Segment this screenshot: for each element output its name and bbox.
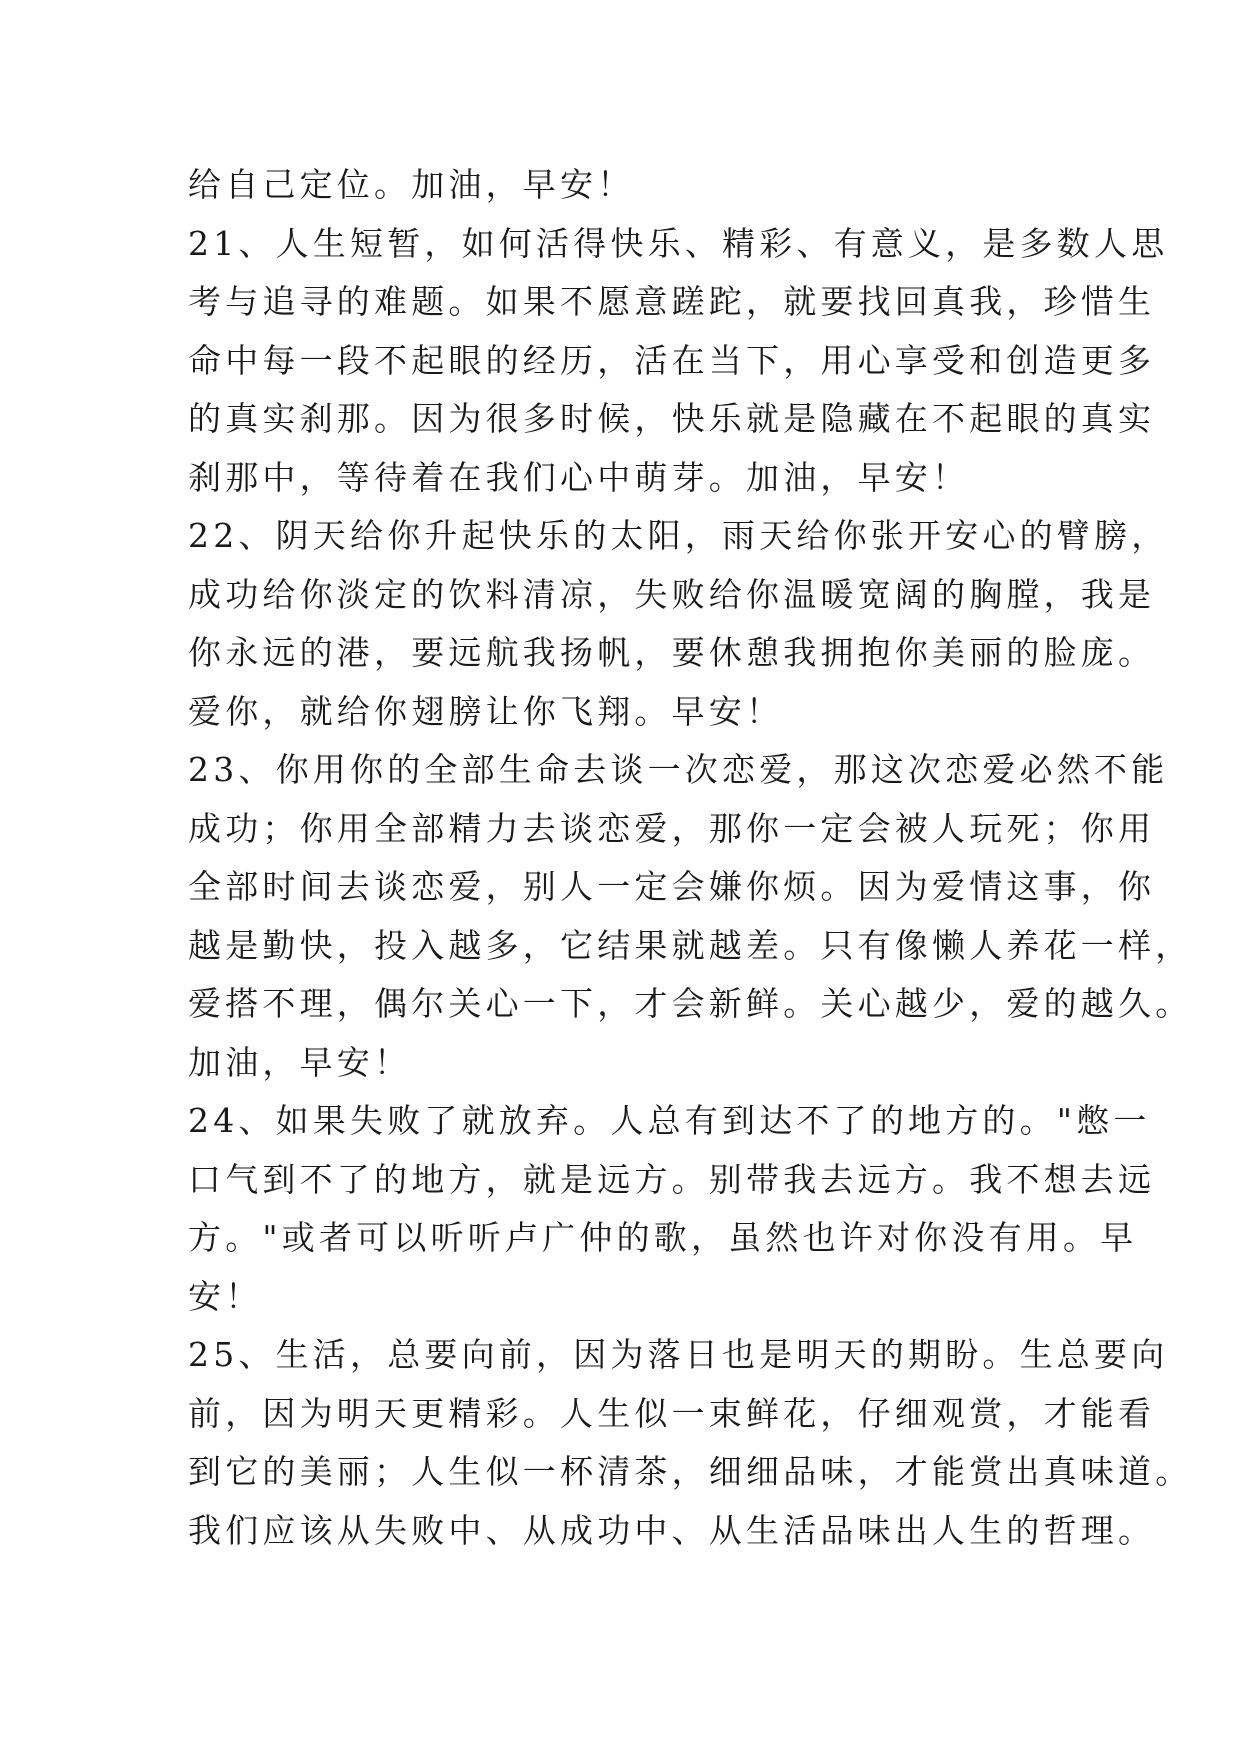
text-line: 刹那中，等待着在我们心中萌芽。加油，早安！ <box>188 457 970 497</box>
text-line: 考与追寻的难题。如果不愿意蹉跎，就要找回真我，珍惜生 <box>188 282 1156 321</box>
text-line: 爱搭不理，偶尔关心一下，才会新鲜。关心越少，爱的越久。 <box>188 984 1193 1023</box>
text-line: 爱你，就给你翅膀让你飞翔。早安！ <box>188 691 784 731</box>
text-line: 到它的美丽；人生似一杯清茶，细细品味，才能赏出真味道。 <box>188 1452 1193 1491</box>
text-line: 成功；你用全部精力去谈恋爱，那你一定会被人玩死；你用 <box>188 808 1156 848</box>
text-line: 方。"或者可以听听卢广仲的歌，虽然也许对你没有用。早 <box>188 1218 1138 1257</box>
text-line: 越是勤快，投入越多，它结果就越差。只有像懒人养花一样， <box>188 925 1193 965</box>
text-line: 给自己定位。加油，早安！ <box>188 165 635 204</box>
text-line: 安！ <box>188 1276 263 1316</box>
body-text <box>188 156 1193 1560</box>
text-line: 21、人生短暂，如何活得快乐、精彩、有意义，是多数人思 <box>188 223 1169 263</box>
text-line: 前，因为明天更精彩。人生似一束鲜花，仔细观赏，才能看 <box>188 1393 1156 1433</box>
text-line: 22、阴天给你升起快乐的太阳，雨天给你张开安心的臂膀， <box>188 516 1169 555</box>
text-line: 口气到不了的地方，就是远方。别带我去远方。我不想去远 <box>188 1159 1156 1199</box>
text-line: 25、生活，总要向前，因为落日也是明天的期盼。生总要向 <box>188 1335 1169 1374</box>
text-line: 的真实刹那。因为很多时候，快乐就是隐藏在不起眼的真实 <box>188 399 1156 438</box>
text-line: 加油，早安！ <box>188 1042 412 1082</box>
text-line: 命中每一段不起眼的经历，活在当下，用心享受和创造更多 <box>188 340 1156 380</box>
text-line: 23、你用你的全部生命去谈一次恋爱，那这次恋爱必然不能 <box>188 750 1169 789</box>
text-line: 我们应该从失败中、从成功中、从生活品味出人生的哲理。 <box>188 1510 1156 1550</box>
text-line: 24、如果失败了就放弃。人总有到达不了的地方的。"憋一 <box>188 1101 1151 1140</box>
text-line: 成功给你淡定的饮料清凉，失败给你温暖宽阔的胸膛，我是 <box>188 574 1156 614</box>
text-line: 全部时间去谈恋爱，别人一定会嫌你烦。因为爱情这事，你 <box>188 867 1156 906</box>
text-line: 你永远的港，要远航我扬帆，要休憩我拥抱你美丽的脸庞。 <box>188 633 1156 672</box>
